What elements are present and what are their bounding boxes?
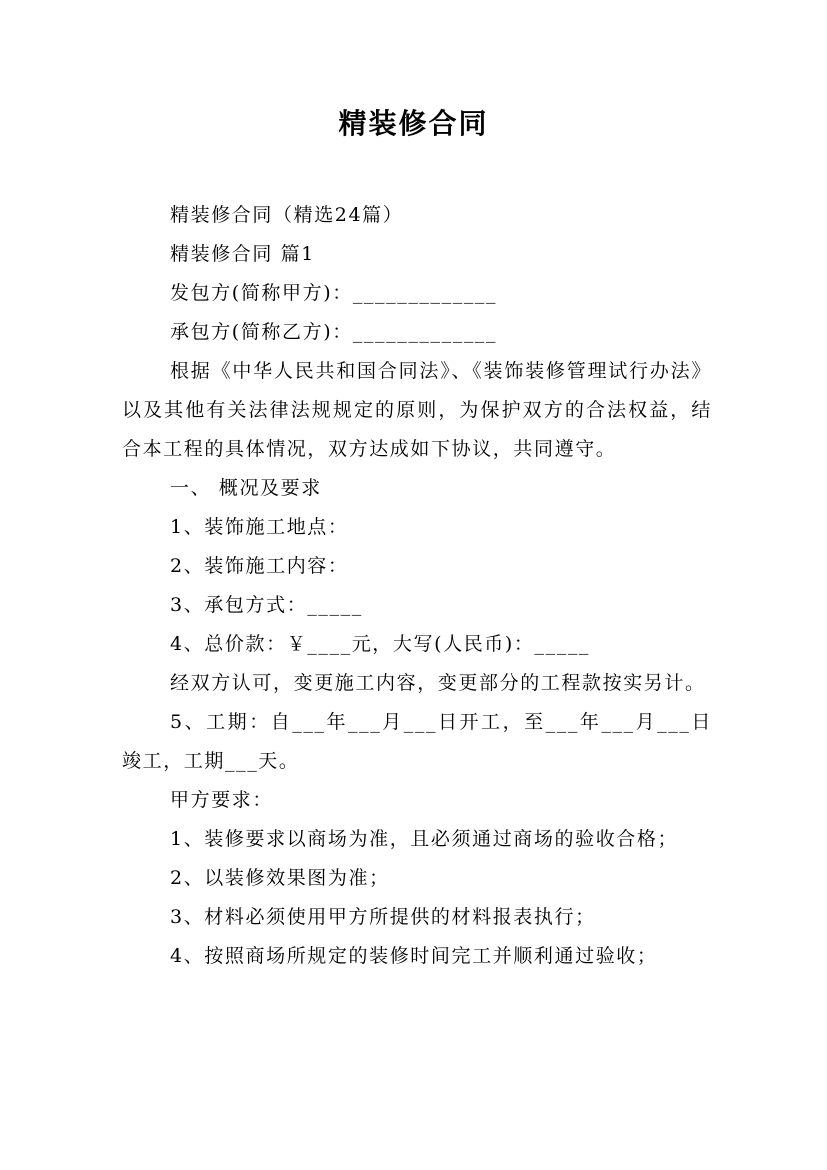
paragraph: 5、工期：自___年___月___日开工，至___年___月___日竣工，工期___天。 [122, 711, 712, 772]
paragraph: 精装修合同 篇1 [170, 243, 315, 265]
paragraph: 2、装饰施工内容： [170, 555, 349, 577]
paragraph: 3、承包方式：_____ [170, 594, 363, 616]
paragraph: 3、材料必须使用甲方所提供的材料报表执行； [170, 906, 596, 928]
document-body [122, 196, 712, 976]
paragraph: 2、以装修效果图为准； [170, 867, 390, 889]
paragraph: 4、总价款：￥____元，大写(人民币)：_____ [170, 633, 591, 655]
paragraph: 根据《中华人民共和国合同法》、《装饰装修管理试行办法》以及其他有关法律法规规定的原则，为保护双方的合法权益，结合本工程的具体情况，双方达成如下协议，共同遵守。 [122, 360, 712, 460]
paragraph: 精装修合同（精选24篇） [170, 204, 404, 226]
paragraph: 1、装修要求以商场为准，且必须通过商场的验收合格； [170, 828, 679, 850]
paragraph: 经双方认可，变更施工内容，变更部分的工程款按实另计。 [170, 672, 706, 694]
paragraph: 承包方(简称乙方)：_____________ [170, 321, 498, 343]
paragraph: 1、装饰施工地点： [170, 516, 349, 538]
paragraph: 甲方要求： [170, 789, 274, 811]
paragraph: 一、 概况及要求 [170, 477, 322, 499]
document-title: 精装修合同 [338, 107, 489, 140]
paragraph: 4、按照商场所规定的装修时间完工并顺利通过验收； [170, 945, 658, 967]
paragraph: 发包方(简称甲方)：_____________ [170, 282, 498, 304]
